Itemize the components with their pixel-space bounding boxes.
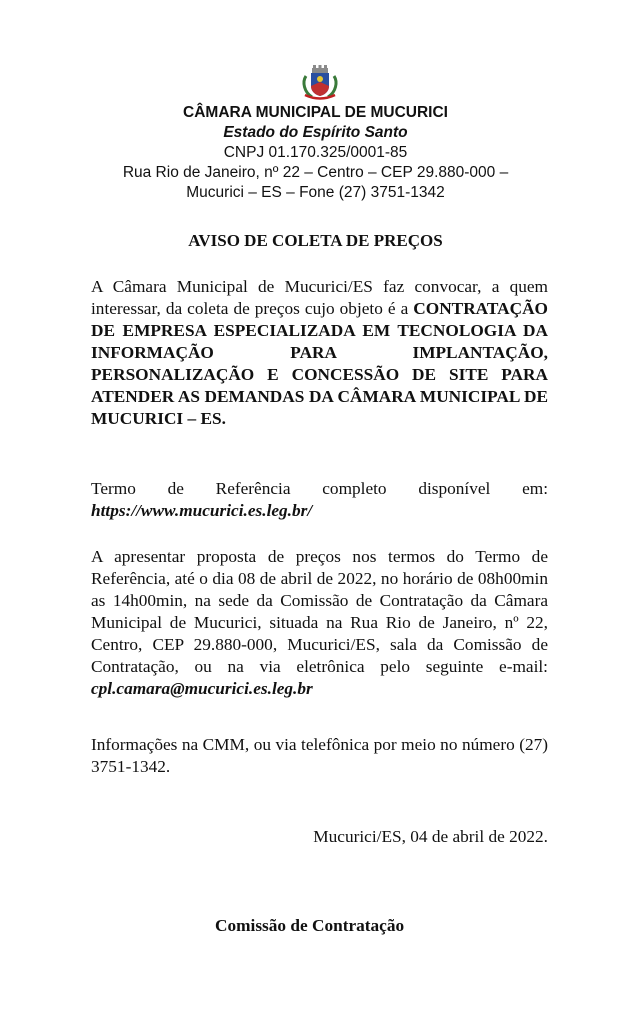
paragraph-reference	[91, 478, 548, 522]
address-line-1: Rua Rio de Janeiro, nº 22 – Centro – CEP 29.880-000 –	[122, 164, 509, 181]
letterhead	[60, 103, 571, 203]
proposal-text: A apresentar proposta de preços nos termos do Termo de Referência, até o dia 08 de abril de 2022, no horário de 08h00min as 14h00min, na sede da Comissão de Contratação da Câmara Municipal de Mucurici, situada na Rua Rio de Janeiro, nº 22, Centro, CEP 29.880-000, Mucurici/ES, sala da Comissão de Contratação, ou na via eletrônica pelo seguinte e-mail:	[91, 547, 548, 676]
call-object: CONTRATAÇÃO DE EMPRESA ESPECIALIZADA EM TECNOLOGIA DA INFORMAÇÃO PARA IMPLANTAÇÃO, PERSONALIZAÇÃO E CONCESSÃO DE SITE PARA ATENDER AS DEMANDAS DA CÂMARA MUNICIPAL DE MUCURICI – ES.	[91, 299, 548, 428]
paragraph-information: Informações na CMM, ou via telefônica por meio no número (27) 3751-1342.	[91, 735, 548, 776]
state-name: Estado do Espírito Santo	[223, 124, 408, 141]
call-intro: A Câmara Municipal de Mucurici/ES faz convocar, a quem interessar, da coleta de preços cujo objeto é a	[91, 277, 548, 318]
email-link[interactable]: cpl.camara@mucurici.es.leg.br	[91, 679, 313, 698]
institution-name: CÂMARA MUNICIPAL DE MUCURICI	[183, 104, 448, 121]
reference-text: Termo de Referência completo disponível em:	[91, 479, 548, 498]
website-link[interactable]: https://www.mucurici.es.leg.br/	[91, 501, 313, 520]
paragraph-call	[91, 276, 548, 430]
paragraph-proposal	[91, 546, 548, 700]
address-line-2: Mucurici – ES – Fone (27) 3751-1342	[186, 184, 445, 201]
cnpj: CNPJ 01.170.325/0001-85	[223, 144, 408, 161]
signature: Comissão de Contratação	[215, 916, 405, 935]
coat-of-arms-icon	[300, 64, 340, 102]
document-title: AVISO DE COLETA DE PREÇOS	[188, 231, 443, 250]
date-line: Mucurici/ES, 04 de abril de 2022.	[313, 827, 548, 846]
